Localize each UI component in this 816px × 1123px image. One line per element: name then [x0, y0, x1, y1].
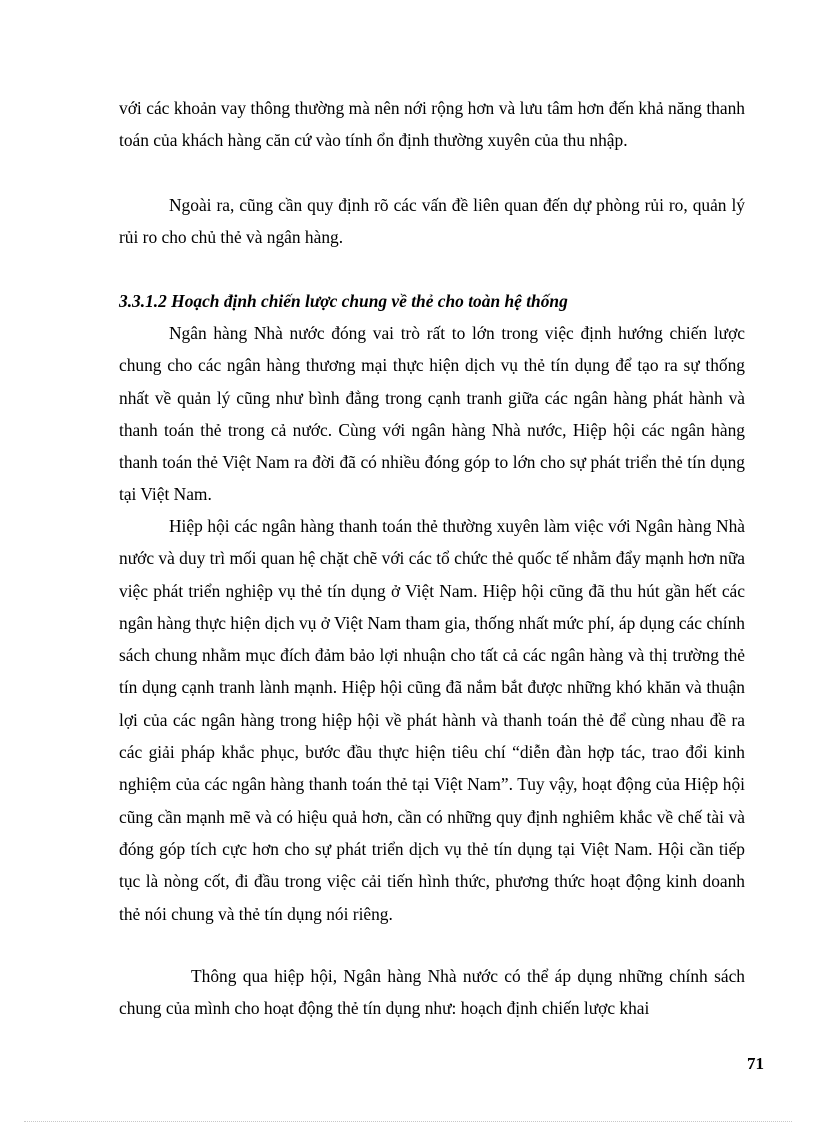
page-number: 71 [747, 1054, 764, 1073]
paragraph-card-association: Hiệp hội các ngân hàng thanh toán thẻ thường xuyên làm việc với Ngân hàng Nhà nước và duy trì mối quan hệ chặt chẽ với các tổ chức thẻ quốc tế nhằm đẩy mạnh hơn nữa việc phát triển nghiệp vụ thẻ tín dụng ở Việt Nam. Hiệp hội cũng đã thu hút gần hết các ngân hàng thực hiện dịch vụ ở Việt Nam tham gia, thống nhất mức phí, áp dụng các chính sách chung nhằm mục đích đảm bảo lợi nhuận cho tất cả các ngân hàng và thị trường thẻ tín dụng cạnh tranh lành mạnh. Hiệp hội cũng đã nắm bắt được những khó khăn và thuận lợi của các ngân hàng trong hiệp hội về phát hành và thanh toán thẻ để cùng nhau đề ra các giải pháp khắc phục, bước đầu thực hiện tiêu chí “diễn đàn hợp tác, trao đổi kinh nghiệm của các ngân hàng thanh toán thẻ tại Việt Nam”. Tuy vậy, hoạt động của Hiệp hội cũng cần mạnh mẽ và có hiệu quả hơn, cần có những quy định nghiêm khắc về chế tài và đóng góp tích cực hơn cho sự phát triển dịch vụ thẻ tín dụng tại Việt Nam. Hội cần tiếp tục là nòng cốt, đi đầu trong việc cải tiến hình thức, phương thức hoạt động kinh doanh thẻ nói chung và thẻ tín dụng nói riêng. [119, 516, 745, 924]
section-heading: 3.3.1.2 Hoạch định chiến lược chung về thẻ cho toàn hệ thống [119, 291, 568, 311]
page-bottom-divider [24, 1121, 792, 1122]
paragraph-risk-provision: Ngoài ra, cũng cần quy định rõ các vấn đề liên quan đến dự phòng rủi ro, quản lý rủi ro cho chủ thẻ và ngân hàng. [119, 195, 745, 248]
paragraph-policy-application: Thông qua hiệp hội, Ngân hàng Nhà nước có thể áp dụng những chính sách chung của mình cho hoạt động thẻ tín dụng như: hoạch định chiến lược khai [119, 966, 745, 1019]
paragraph-continuation: với các khoản vay thông thường mà nên nới rộng hơn và lưu tâm hơn đến khả năng thanh toán của khách hàng căn cứ vào tính ổn định thường xuyên của thu nhập. [119, 98, 745, 151]
paragraph-state-bank-role: Ngân hàng Nhà nước đóng vai trò rất to lớn trong việc định hướng chiến lược chung cho các ngân hàng thương mại thực hiện dịch vụ thẻ tín dụng để tạo ra sự thống nhất về quản lý cũng như bình đẳng trong cạnh tranh giữa các ngân hàng phát hành và thanh toán thẻ trong cả nước. Cùng với ngân hàng Nhà nước, Hiệp hội các ngân hàng thanh toán thẻ Việt Nam ra đời đã có nhiều đóng góp to lớn cho sự phát triển thẻ tín dụng tại Việt Nam. [119, 323, 745, 505]
